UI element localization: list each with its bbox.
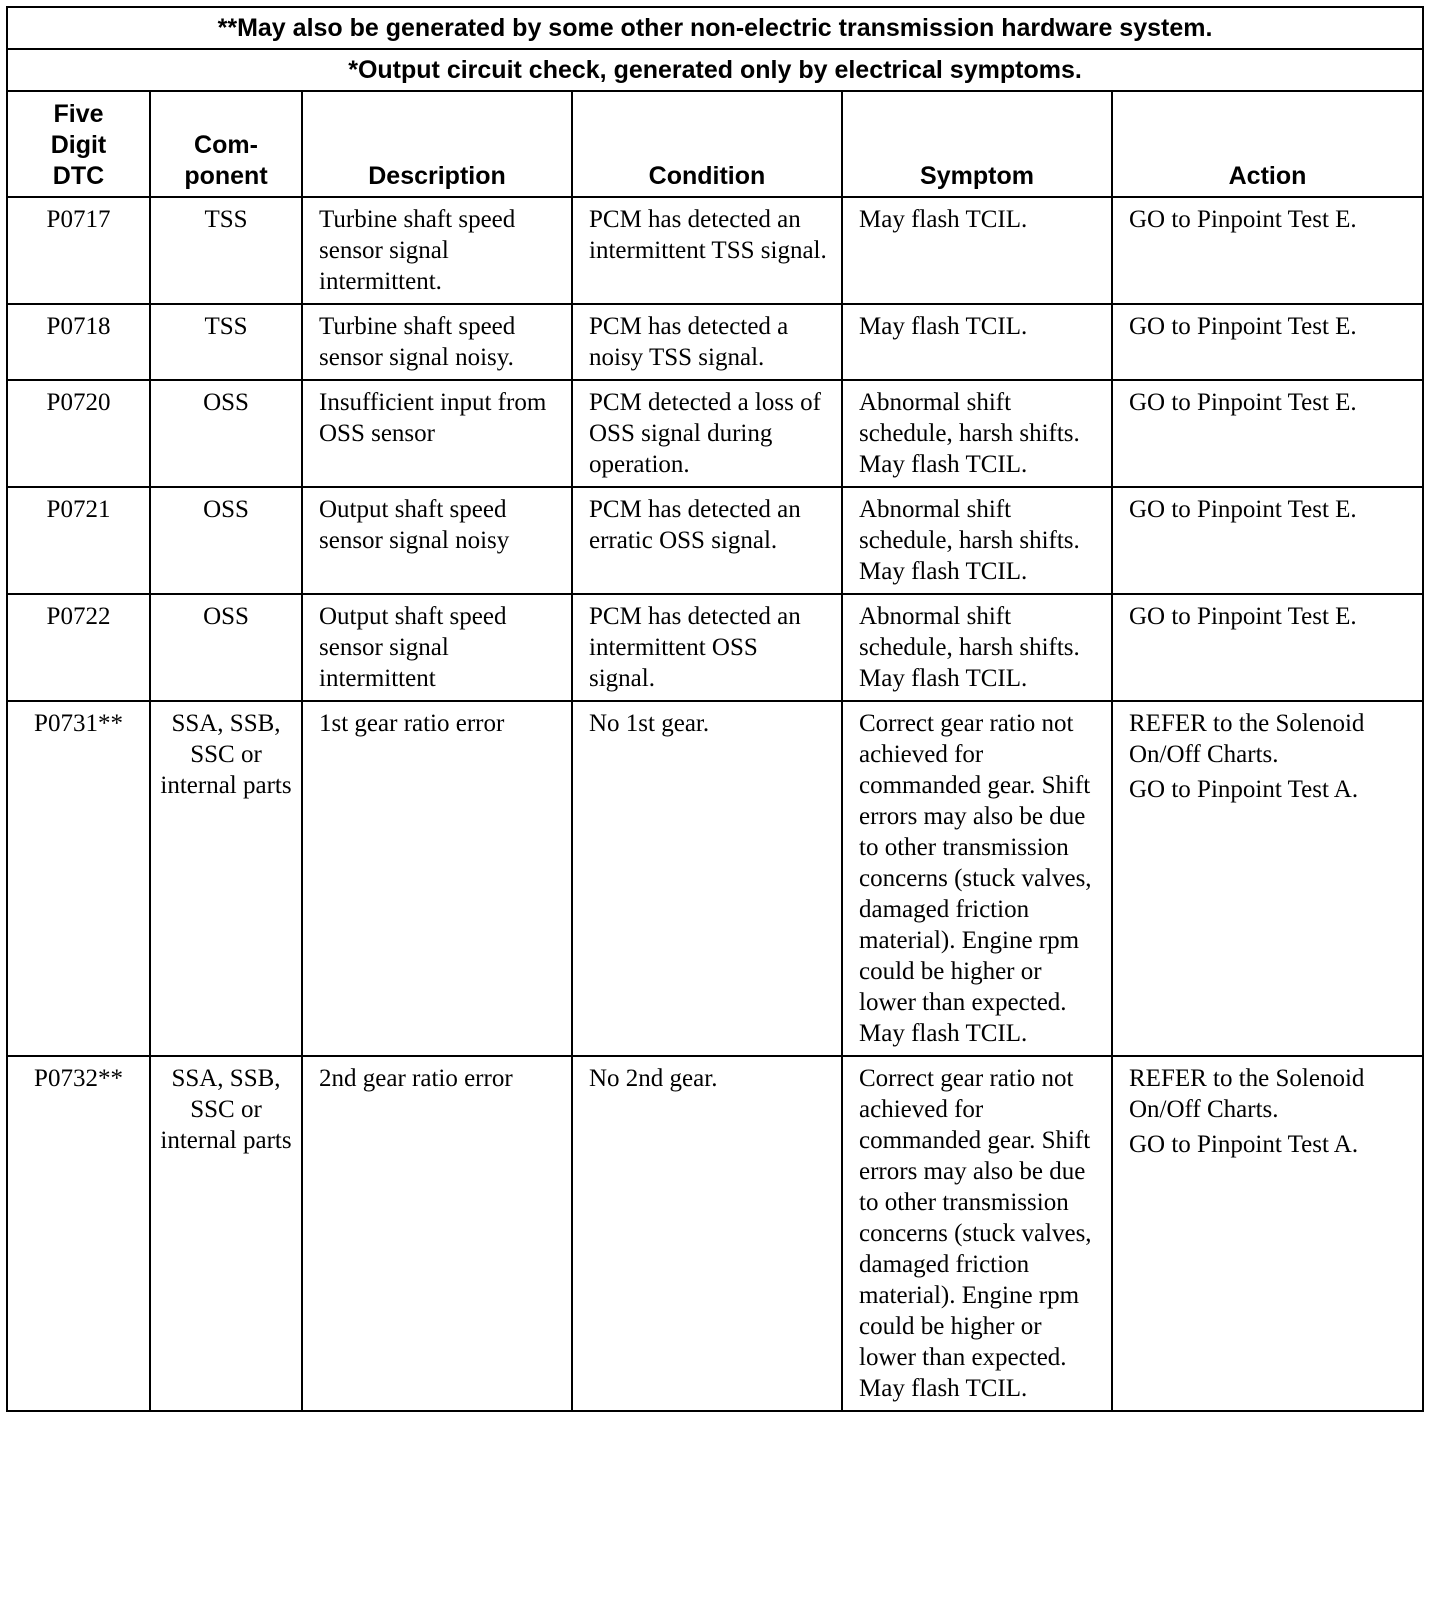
symptom-text: Correct gear ratio not achieved for commanded gear. Shift errors may also be due to other transmission concerns (stuck valves, damaged friction material). Engine rpm could be higher or lower than expected. May flash TCIL. bbox=[859, 710, 1092, 1047]
action-text: GO to Pinpoint Test E. bbox=[1129, 389, 1357, 416]
symptom-text: May flash TCIL. bbox=[859, 206, 1028, 233]
symptom-cell bbox=[842, 701, 1112, 1056]
table-row bbox=[7, 594, 1423, 701]
dtc-code-cell bbox=[7, 1056, 150, 1411]
action-cell bbox=[1112, 380, 1423, 487]
component-cell bbox=[150, 594, 302, 701]
condition-cell bbox=[572, 487, 842, 594]
dtc-code: P0717 bbox=[46, 206, 111, 233]
action-cell bbox=[1112, 701, 1423, 1056]
dtc-code-cell bbox=[7, 487, 150, 594]
header-dtc-line: Digit bbox=[50, 131, 107, 159]
condition-text: No 2nd gear. bbox=[589, 1065, 718, 1092]
table-row bbox=[7, 197, 1423, 304]
action-cell bbox=[1112, 197, 1423, 304]
table-row bbox=[7, 1056, 1423, 1411]
symptom-cell bbox=[842, 487, 1112, 594]
header-description: Description bbox=[302, 91, 572, 197]
dtc-code: P0732** bbox=[34, 1065, 123, 1092]
description-text: Turbine shaft speed sensor signal noisy. bbox=[319, 313, 516, 371]
condition-cell bbox=[572, 304, 842, 380]
header-component-line: ponent bbox=[184, 162, 268, 190]
description-cell bbox=[302, 594, 572, 701]
action-cell bbox=[1112, 304, 1423, 380]
symptom-text: May flash TCIL. bbox=[859, 313, 1028, 340]
action-text: GO to Pinpoint Test E. bbox=[1129, 496, 1357, 523]
action-text: GO to Pinpoint Test A. bbox=[1129, 776, 1359, 803]
dtc-code-cell bbox=[7, 304, 150, 380]
condition-text: No 1st gear. bbox=[589, 710, 710, 737]
condition-text: PCM detected a loss of OSS signal during operation. bbox=[589, 389, 821, 478]
description-cell bbox=[302, 197, 572, 304]
table-row bbox=[7, 487, 1423, 594]
component-cell bbox=[150, 380, 302, 487]
dtc-code: P0718 bbox=[46, 313, 111, 340]
header-dtc-line: Five bbox=[53, 100, 104, 128]
action-text: GO to Pinpoint Test E. bbox=[1129, 603, 1357, 630]
action-text: GO to Pinpoint Test E. bbox=[1129, 206, 1357, 233]
banner-row-hardware bbox=[7, 7, 1423, 49]
symptom-cell bbox=[842, 304, 1112, 380]
dtc-code: P0731** bbox=[34, 710, 123, 737]
header-component-line: Com- bbox=[194, 131, 258, 159]
note-hardware: **May also be generated by some other non-electric transmission hardware system. bbox=[7, 7, 1423, 49]
symptom-cell bbox=[842, 1056, 1112, 1411]
banner-row-electrical bbox=[7, 49, 1423, 91]
action-cell bbox=[1112, 487, 1423, 594]
description-text: Turbine shaft speed sensor signal intermittent. bbox=[319, 206, 516, 295]
header-row bbox=[7, 91, 1423, 197]
action-cell bbox=[1112, 594, 1423, 701]
component-text: OSS bbox=[203, 389, 249, 416]
condition-text: PCM has detected an erratic OSS signal. bbox=[589, 496, 801, 554]
component-text: OSS bbox=[203, 603, 249, 630]
component-cell bbox=[150, 1056, 302, 1411]
action-text: REFER to the Solenoid On/Off Charts. bbox=[1129, 710, 1365, 768]
component-text: SSA, SSB, SSC or internal parts bbox=[160, 710, 292, 799]
header-component bbox=[150, 91, 302, 197]
dtc-code-cell bbox=[7, 380, 150, 487]
component-text: OSS bbox=[203, 496, 249, 523]
symptom-text: Abnormal shift schedule, harsh shifts. May flash TCIL. bbox=[859, 496, 1080, 585]
action-text: REFER to the Solenoid On/Off Charts. bbox=[1129, 1065, 1365, 1123]
condition-cell bbox=[572, 380, 842, 487]
dtc-code-cell bbox=[7, 197, 150, 304]
description-cell bbox=[302, 380, 572, 487]
symptom-cell bbox=[842, 380, 1112, 487]
component-text: SSA, SSB, SSC or internal parts bbox=[160, 1065, 292, 1154]
dtc-code-cell bbox=[7, 701, 150, 1056]
condition-cell bbox=[572, 594, 842, 701]
dtc-table bbox=[6, 6, 1424, 1412]
dtc-code: P0721 bbox=[46, 496, 111, 523]
description-cell bbox=[302, 1056, 572, 1411]
symptom-text: Abnormal shift schedule, harsh shifts. May flash TCIL. bbox=[859, 389, 1080, 478]
symptom-cell bbox=[842, 594, 1112, 701]
condition-cell bbox=[572, 197, 842, 304]
symptom-text: Abnormal shift schedule, harsh shifts. May flash TCIL. bbox=[859, 603, 1080, 692]
condition-text: PCM has detected an intermittent TSS signal. bbox=[589, 206, 827, 264]
header-dtc bbox=[7, 91, 150, 197]
component-text: TSS bbox=[204, 313, 248, 340]
action-text: GO to Pinpoint Test E. bbox=[1129, 313, 1357, 340]
description-cell bbox=[302, 701, 572, 1056]
dtc-code: P0720 bbox=[46, 389, 111, 416]
header-dtc-line: DTC bbox=[52, 162, 105, 190]
dtc-code-cell bbox=[7, 594, 150, 701]
description-text: Output shaft speed sensor signal intermittent bbox=[319, 603, 507, 692]
description-text: 1st gear ratio error bbox=[319, 710, 505, 737]
symptom-cell bbox=[842, 197, 1112, 304]
dtc-code: P0722 bbox=[46, 603, 111, 630]
description-cell bbox=[302, 487, 572, 594]
action-cell bbox=[1112, 1056, 1423, 1411]
description-text: Output shaft speed sensor signal noisy bbox=[319, 496, 510, 554]
note-electrical: *Output circuit check, generated only by electrical symptoms. bbox=[7, 49, 1423, 91]
description-text: Insufficient input from OSS sensor bbox=[319, 389, 547, 447]
header-condition: Condition bbox=[572, 91, 842, 197]
component-text: TSS bbox=[204, 206, 248, 233]
header-symptom: Symptom bbox=[842, 91, 1112, 197]
component-cell bbox=[150, 487, 302, 594]
condition-text: PCM has detected a noisy TSS signal. bbox=[589, 313, 789, 371]
condition-cell bbox=[572, 701, 842, 1056]
header-action: Action bbox=[1112, 91, 1423, 197]
condition-cell bbox=[572, 1056, 842, 1411]
description-text: 2nd gear ratio error bbox=[319, 1065, 513, 1092]
component-cell bbox=[150, 304, 302, 380]
component-cell bbox=[150, 197, 302, 304]
table-row bbox=[7, 380, 1423, 487]
condition-text: PCM has detected an intermittent OSS signal. bbox=[589, 603, 801, 692]
table-row bbox=[7, 701, 1423, 1056]
action-text: GO to Pinpoint Test A. bbox=[1129, 1131, 1359, 1158]
component-cell bbox=[150, 701, 302, 1056]
symptom-text: Correct gear ratio not achieved for commanded gear. Shift errors may also be due to other transmission concerns (stuck valves, damaged friction material). Engine rpm could be higher or lower than expected. May flash TCIL. bbox=[859, 1065, 1092, 1402]
description-cell bbox=[302, 304, 572, 380]
table-row bbox=[7, 304, 1423, 380]
